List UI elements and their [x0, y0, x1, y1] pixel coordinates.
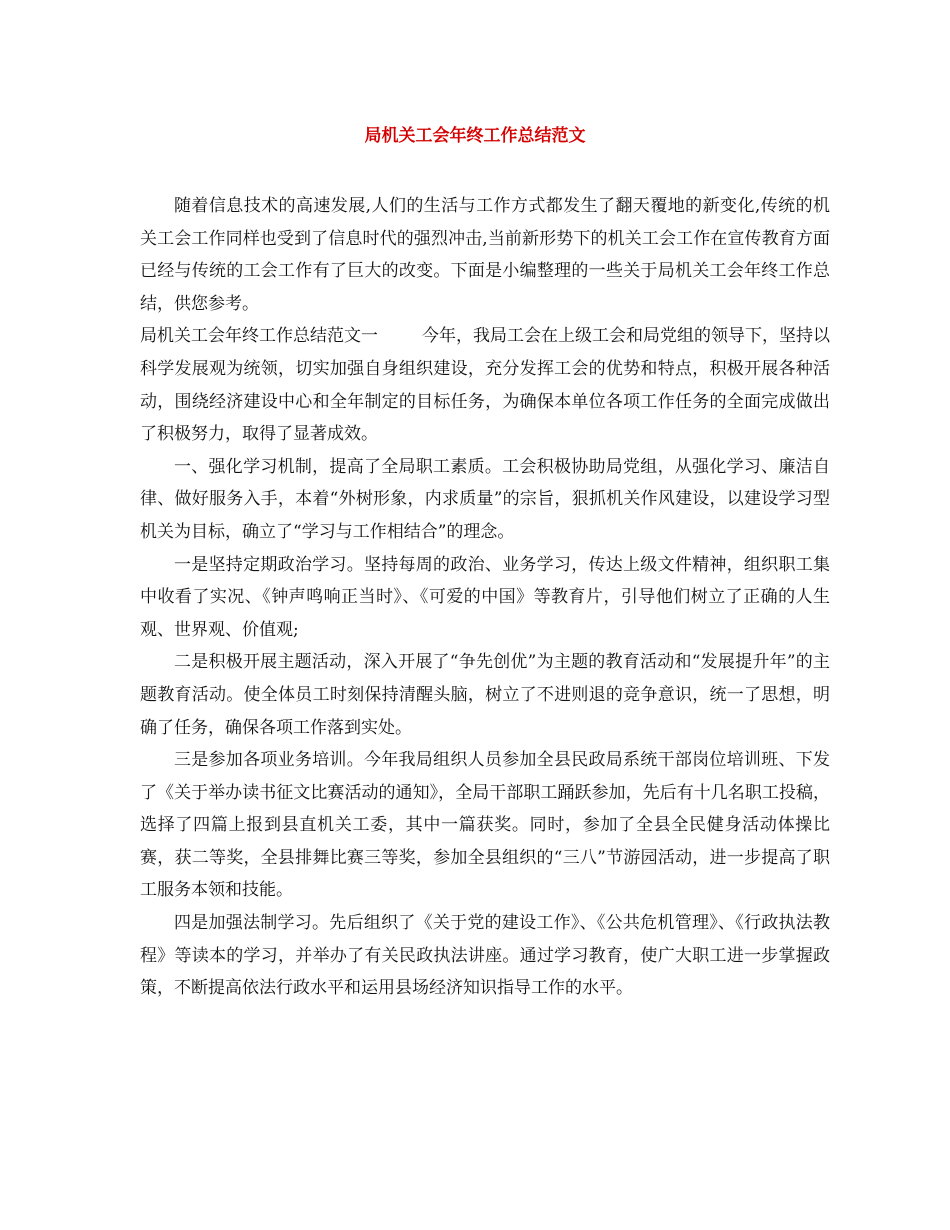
body-paragraph-5: 四是加强法制学习。先后组织了《关于党的建设工作》、《公共危机管理》、《行政执法教程》等读本的学习，并举办了有关民政执法讲座。通过学习教育，使广大职工进一步掌握政策，不断提高依法行政水平和运用县场经济知识指导工作的水平。 [140, 913, 830, 999]
section-paragraph [140, 320, 830, 450]
body-paragraph-1: 一、强化学习机制，提高了全局职工素质。工会积极协助局党组，从强化学习、廉洁自律、做好服务入手，本着“外树形象，内求质量”的宗旨，狠抓机关作风建设，以建设学习型机关为目标，确立了“学习与工作相结合”的理念。 [140, 456, 830, 542]
intro-paragraph: 随着信息技术的高速发展,人们的生活与工作方式都发生了翻天覆地的新变化,传统的机关工会工作同样也受到了信息时代的强烈冲击,当前新形势下的机关工会工作在宣传教育方面已经与传统的工会工作有了巨大的改变。下面是小编整理的一些关于局机关工会年终工作总结，供您参考。 [140, 196, 830, 314]
document-title: 局机关工会年终工作总结范文 [364, 126, 586, 146]
body-paragraph-2: 一是坚持定期政治学习。坚持每周的政治、业务学习，传达上级文件精神，组织职工集中收看了实况、《钟声鸣响正当时》、《可爱的中国》等教育片，引导他们树立了正确的人生观、世界观、价值观; [140, 554, 830, 640]
document-body [140, 190, 830, 1005]
section-heading: 局机关工会年终工作总结范文一 [140, 326, 378, 347]
body-paragraph-3: 二是积极开展主题活动，深入开展了“争先创优”为主题的教育活动和“发展提升年”的主题教育活动。使全体员工时刻保持清醒头脑，树立了不进则退的竞争意识，统一了思想，明确了任务，确保各项工作落到实处。 [140, 652, 830, 738]
body-paragraph-4: 三是参加各项业务培训。今年我局组织人员参加全县民政局系统干部岗位培训班、下发了《关于举办读书征文比赛活动的通知》，全局干部职工踊跃参加，先后有十几名职工投稿，选择了四篇上报到县直机关工委，其中一篇获奖。同时，参加了全县全民健身活动体操比赛，获二等奖，全县排舞比赛三等奖，参加全县组织的“三八”节游园活动，进一步提高了职工服务本领和技能。 [140, 750, 830, 901]
section-intro: 今年，我局工会在上级工会和局党组的领导下，坚持以科学发展观为统领，切实加强自身组织建设，充分发挥工会的优势和特点，积极开展各种活动，围绕经济建设中心和全年制定的目标任务，为确保本单位各项工作任务的全面完成做出了积极努力，取得了显著成效。 [140, 326, 830, 445]
